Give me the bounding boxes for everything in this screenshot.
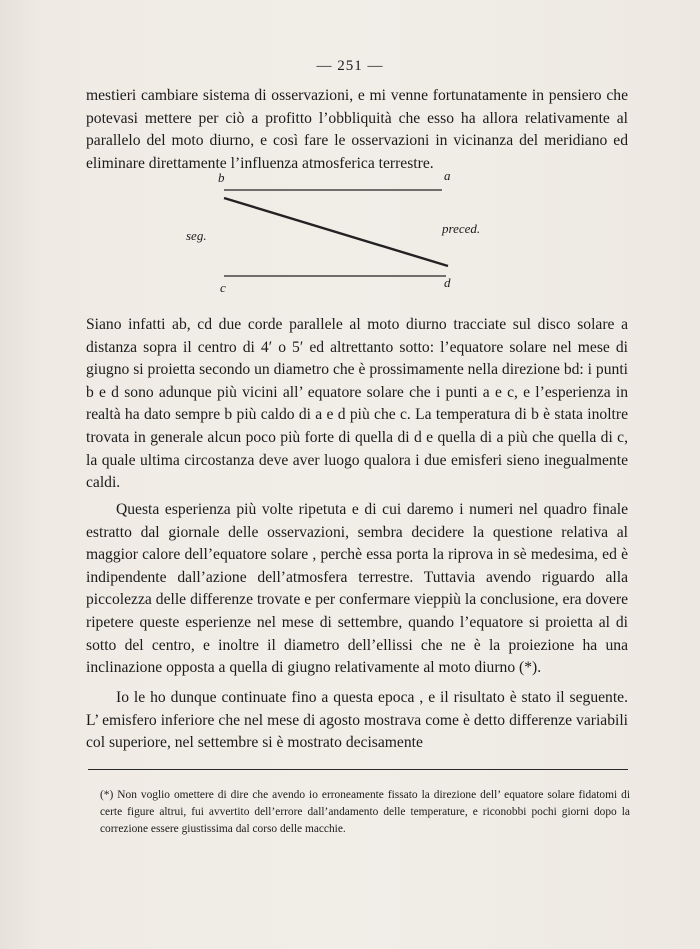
footnote-divider (88, 769, 628, 770)
label-preced: preced. (442, 221, 480, 236)
page-number: — 251 — (316, 58, 384, 74)
label-a: a (444, 170, 451, 183)
diameter-bd (224, 198, 448, 266)
label-c: c (220, 280, 226, 295)
footnote: (*) Non voglio omettere di dire che avendo io erroneamente fissato la direzione dell’ equatore solare fidatomi di certe figure altrui, fui avvertito dell’errore dall’andamento delle temperature, e riconobbi pochi giorni dopo la correzione essere giustissima dal corso delle macchie. (100, 789, 630, 836)
paragraph-2: Siano infatti ab, cd due corde parallele al moto diurno tracciate sul disco solare a distanza sopra il centro di 4′ o 5′ ed altrettanto sotto: l’equatore solare nel mese di giugno si proietta secondo un diametro che è prossimamente nella direzione bd: i punti b e d sono adunque più vicini all’ equatore solare che i punti a e c, e l’esperienza in realtà ha dato sempre b più caldo di a e d più che c. La temperatura di b è stata inoltre trovata in generale alcun poco più forte di quella di d e quella di a più che quella di c, la quale ultima circostanza deve aver luogo qualora i due emisferi sieno inegualmente caldi. (86, 316, 628, 492)
label-b: b (218, 170, 225, 185)
paragraph-1: mestieri cambiare sistema di osservazioni, e mi venne fortunatamente in pensiero che potevasi mettere per ciò a profitto l’obbliquità che esso ha allora relativamente al parallelo del moto diurno, e così fare le osservazioni in vicinanza del meridiano ed eliminare direttamente l’influenza atmosferica terrestre. (86, 87, 628, 172)
chord-diagram (180, 170, 480, 295)
paragraph-4: Io le ho dunque continuate fino a questa epoca , e il risultato è stato il seguente. L’ emisfero inferiore che nel mese di agosto mostrava come è detto differenze variabili col superiore, nel settembre si è mostrato decisamente (86, 689, 628, 752)
label-seg: seg. (186, 228, 207, 243)
label-d: d (444, 275, 451, 290)
paragraph-3: Questa esperienza più volte ripetuta e di cui daremo i numeri nel quadro finale estratto dal giornale delle osservazioni, sembra decidere la questione relativa al maggior calore dell’equatore solare , perchè essa porta la riprova in sè medesima, ed è indipendente dall’azione dell’atmosfera terrestre. Tuttavia avendo riguardo alla piccolezza delle differenze trovate e per confermare vieppiù la conclusione, era dovere ripetere queste esperienze nel mese di settembre, quando l’equatore si proietta al di sotto del centro, e inoltre il diametro dell’ellissi che ne è la proiezione ha una inclinazione opposta a quella di giugno relativamente al moto diurno (*). (86, 501, 628, 677)
